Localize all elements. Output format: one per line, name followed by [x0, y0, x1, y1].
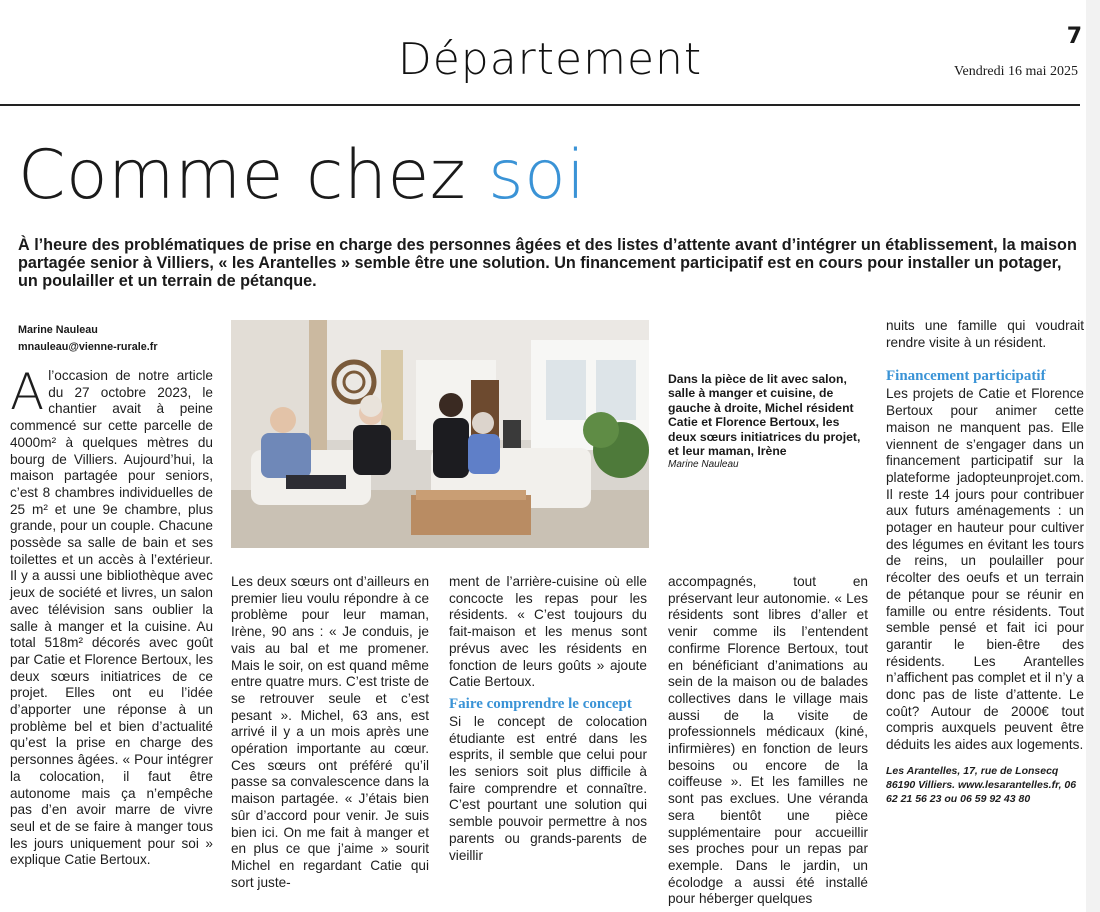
column-4-text: accompagnés, tout en préservant leur autonomie. « Les résidents sont libres d’aller et venir comme ils l’entendent confirme Florence Bertoux, tout en bénéficiant d’animations au sein de la maison ou de balades collectives dans le village mais aussi de la visite de professionnels médicaux (kiné, infirmières) en fonction de leurs besoins ou encore de la coiffeuse ». Et les familles ne sont pas exclues. Une véranda sera bientôt une pièce supplémentaire pour accueillir ses proches pour un repas par exemple. Dans le jardin, un écolodge a aussi été installé pour héberger quelques: [668, 574, 868, 907]
column-1-text: l’occasion de notre article du 27 octobre 2023, le chantier avait à peine commencé sur cette parcelle de 4000m² à quelques mètres du bourg de Villiers. Aujourd’hui, la maison partagée pour seniors, c’est 8 chambres individuelles de 25 m² et une 9e chambre, plus grande, pour un couple. Chacune possède sa salle de bain et ses toilettes et un accès à l’extérieur. Il y a aussi une bibliothèque avec jeux de société et livres, un salon avec télévision sans oublier la salle à manger et la cuisine. Au total 518m² décorés avec goût par Catie et Florence Bertoux, les deux sœurs initiatrices de ce projet. Elles ont eu l’idée d’apporter une réponse à un problème bel et bien d’actualité qu’est la prise en charge des personnes âgées. « Pour intégrer la colocation, il faut être autonome mais ça n’empêche pas d’en avoir marre de vivre seul et de se faire à manger tous les jours uniquement pour soi » explique Catie Bertoux.: [10, 368, 213, 868]
author-name: Marine Nauleau: [18, 324, 98, 336]
article-column-1: [10, 363, 213, 869]
column-2-text: Les deux sœurs ont d’ailleurs en premier lieu voulu répondre à ce problème pour leur maman, Irène, 90 ans : « Je conduis, je vais au bal et me promener. Mais le soir, on est quand même entre quatre murs. C’est triste de se retrouver seule et c’est pesant ». Michel, 63 ans, est arrivé il y a un mois après une opération importante au cœur. Ces sœurs ont préféré qu’il passe sa convalescence dans la maison partagée. « J’étais bien sûr d’accord pour venir. Je suis bien ici. On me fait à manger et en plus ce que j’aime » sourit Michel en regardant Catie qui sort juste-: [231, 574, 429, 890]
issue-date: Vendredi 16 mai 2025: [953, 64, 1078, 79]
column-5-text-b: Les projets de Catie et Florence Bertoux pour animer cette maison ne manquent pas. Elle viennent de s’engager dans un financement participatif sur la plateforme jadopteunprojet.com. Il reste 14 jours pour contribuer aux futurs aménagements : un potager en hauteur pour cultiver des légumes en évitant les tours de reins, un poulailler pour récolter des oeufs et un terrain de pétanque pour se réunir en famille ou entre résidents. Tout semble pensé et fait ici pour garantir le bien-être des résidents. Les Arantelles n’affichent pas complet et il n’y a donc pas de liste d’attente. Le coût? Autour de 2000€ tout compris auxquels peuvent être déduits les aides aux logements.: [886, 386, 1084, 753]
headline-main: Comme chez: [18, 136, 489, 215]
headline-accent: soi: [488, 136, 586, 215]
article-column-4: [668, 574, 868, 908]
article-column-5: [886, 318, 1084, 806]
author-email[interactable]: mnauleau@vienne-rurale.fr: [18, 341, 158, 353]
article-column-2: [231, 574, 429, 891]
subhead-financement: Financement participatif: [886, 368, 1046, 385]
scrollbar-track[interactable]: [1086, 0, 1100, 912]
contact-info: Les Arantelles, 17, rue de Lonsecq 86190 Villiers. www.lesarantelles.fr, 06 62 21 56 23 ou 06 59 92 43 80: [886, 764, 1077, 805]
column-3-text-b: Si le concept de colocation étudiante est entré dans les esprits, il semble que celui pour les seniors soit plus difficile à faire comprendre et connaître. C’est pourtant une solution qui semble pouvoir permettre à nos parents ou grands-parents de vieillir: [449, 713, 647, 863]
section-title: Département: [397, 34, 703, 85]
photo-credit: Marine Nauleau: [668, 459, 739, 471]
article-column-3: [449, 574, 647, 864]
article-photo: [231, 320, 649, 548]
article-lede: À l’heure des problématiques de prise en charge des personnes âgées et des listes d’attente avant d’intégrer un établissement, la maison partagée senior à Villiers, « les Arantelles » semble être une solution. Un financement participatif est en cours pour installer un potager, un poulailler et un terrain de pétanque.: [18, 236, 1077, 290]
page-number: 7: [1066, 24, 1082, 49]
subhead-concept: Faire comprendre le concept: [449, 695, 632, 712]
caption-text: Dans la pièce de lit avec salon, salle à manger et cuisine, de gauche à droite, Michel résident Catie et Florence Bertoux, les deux sœurs initiatrices du projet, et leur maman, Irène: [668, 372, 861, 459]
column-3-text-a: ment de l’arrière-cuisine où elle concocte les repas pour les résidents. « C’est toujours du fait-maison et les menus sont prévus avec les résidents en fonction de leurs goûts » ajoute Catie Bertoux.: [449, 574, 647, 690]
living-room-photo: [231, 320, 649, 548]
column-5-text-a: nuits une famille qui voudrait rendre visite à un résident.: [886, 318, 1084, 350]
photo-caption: [668, 372, 868, 473]
drop-cap: A: [10, 363, 45, 421]
byline: [18, 322, 158, 356]
article-headline: [18, 136, 586, 215]
header-rule: [0, 104, 1080, 106]
